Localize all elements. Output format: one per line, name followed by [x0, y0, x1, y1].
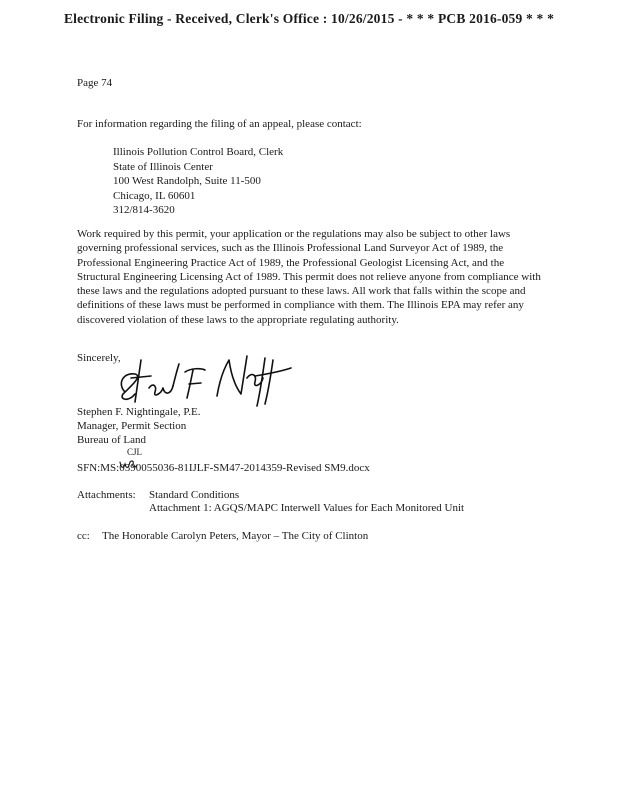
- cc-label: cc:: [77, 530, 90, 542]
- attachment-item: Attachment 1: AGQS/MAPC Interwell Values for Each Monitored Unit: [149, 502, 465, 514]
- attachment-item: Standard Conditions: [149, 489, 240, 501]
- address-line: Chicago, IL 60601: [113, 189, 196, 202]
- file-reference: SFN:MS:0390055036-81IJLF-SM47-2014359-Revised SM9.docx: [77, 462, 370, 474]
- handwritten-signature: [105, 348, 295, 410]
- board-address-block: [113, 145, 283, 218]
- filing-stamp-header: Electronic Filing - Received, Clerk's Office : 10/26/2015 - * * * PCB 2016-059 * * *: [63, 11, 555, 26]
- signer-name: Stephen F. Nightingale, P.E.: [77, 406, 201, 418]
- attachments-label: Attachments:: [77, 489, 136, 501]
- address-line: Illinois Pollution Control Board, Clerk: [113, 146, 284, 158]
- cc-recipient: The Honorable Carolyn Peters, Mayor – The City of Clinton: [102, 530, 369, 542]
- carbon-copy-line: [77, 530, 368, 542]
- page-number: Page 74: [77, 77, 113, 89]
- address-line: State of Illinois Center: [113, 160, 213, 173]
- address-line: 312/814-3620: [113, 204, 175, 217]
- appeal-contact-intro: For information regarding the filing of an appeal, please contact:: [77, 118, 362, 130]
- professional-laws-paragraph: Work required by this permit, your application or the regulations may also be subject to other laws governing professional services, such as the Illinois Professional Land Surveyor Act of 1989, the Professional Engineering Practice Act of 1989, the Professional Geologist Licensing Act, and the Structural Engineering Licensing Act of 1989. This permit does not relieve anyone from compliance with these laws and the regulations adopted pursuant to these laws. All work that falls within the scope and definitions of these laws must be performed in compliance with them. The Illinois EPA may refer any discovered violation of these laws to the appropriate regulating authority.: [77, 228, 541, 326]
- typist-initials: CJL: [127, 447, 143, 457]
- closing-salutation: Sincerely,: [77, 352, 121, 364]
- address-line: 100 West Randolph, Suite 11-500: [113, 175, 261, 188]
- signer-title: Manager, Permit Section: [77, 420, 187, 433]
- signer-block: [77, 405, 200, 448]
- signer-bureau: Bureau of Land: [77, 434, 147, 447]
